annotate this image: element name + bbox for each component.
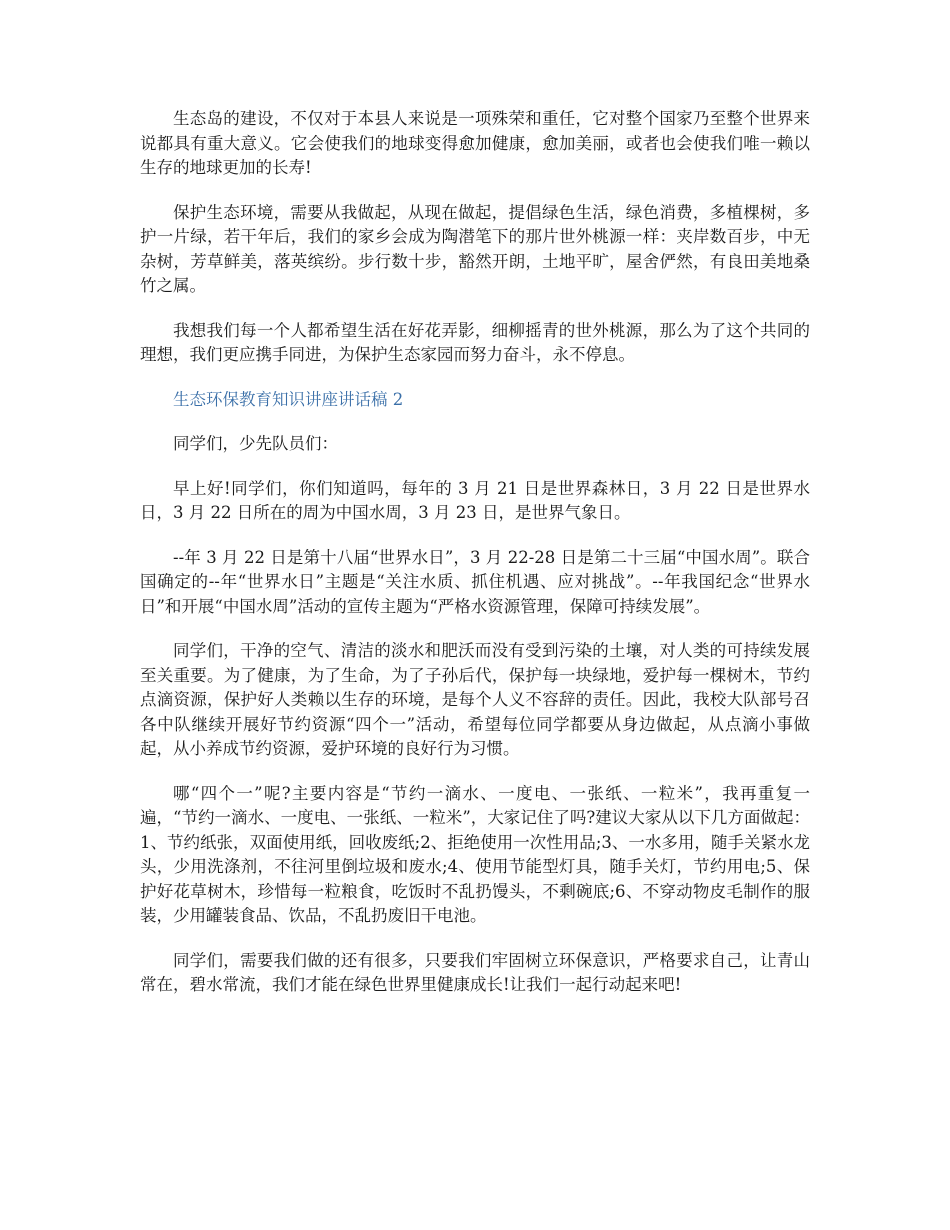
paragraph-protect-environment: 保护生态环境，需要从我做起，从现在做起，提倡绿色生活，绿色消费，多植棵树，多护一片绿，若干年后，我们的家乡会成为陶潜笔下的那片世外桃源一样：夹岸数百步，中无杂树，芳草鲜美，落英缤纷。步行数十步，豁然开朗，土地平旷，屋舍俨然，有良田美地桑竹之属。 (140, 202, 810, 295)
paragraph-water-day-theme: --年 3 月 22 日是第十八届“世界水日”，3 月 22-28 日是第二十三届“中国水周”。联合国确定的--年“世界水日”主题是“关注水质、抓住机遇、应对挑战”。--年我国纪念“世界水日”和开展“中国水周”活动的宣传主题为“严格水资源管理，保障可持续发展”。 (140, 547, 810, 616)
paragraph-responsibility: 同学们，干净的空气、清洁的淡水和肥沃而没有受到污染的土壤，对人类的可持续发展至关重要。为了健康，为了生命，为了子孙后代，保护每一块绿地，爱护每一棵树木，节约点滴资源，保护好人类赖以生存的环境，是每个人义不容辞的责任。因此，我校大队部号召各中队继续开展好节约资源“四个一”活动，希望每位同学都要从身边做起，从点滴小事做起，从小养成节约资源，爱护环境的良好行为习惯。 (140, 641, 810, 758)
document-body (140, 107, 810, 1018)
section-heading: 生态环保教育知识讲座讲话稿 2 (173, 389, 404, 409)
paragraph-closing: 同学们，需要我们做的还有很多，只要我们牢固树立环保意识，严格要求自己，让青山常在，碧水常流，我们才能在绿色世界里健康成长!让我们一起行动起来吧! (140, 950, 810, 994)
greeting: 同学们，少先队员们： (173, 434, 338, 453)
paragraph-eco-island: 生态岛的建设，不仅对于本县人来说是一项殊荣和重任，它对整个国家乃至整个世界来说都具有重大意义。它会使我们的地球变得愈加健康，愈加美丽，或者也会使我们唯一赖以生存的地球更加的长寿! (140, 109, 810, 177)
paragraph-world-days: 早上好!同学们，你们知道吗，每年的 3 月 21 日是世界森林日，3 月 22 日是世界水日，3 月 22 日所在的周为中国水周，3 月 23 日，是世界气象日。 (140, 478, 810, 522)
paragraph-shared-ideal: 我想我们每一个人都希望生活在好花弄影，细柳摇青的世外桃源，那么为了这个共同的理想，我们更应携手同进，为保护生态家园而努力奋斗，永不停息。 (140, 320, 810, 364)
paragraph-four-savings: 哪“四个一”呢?主要内容是“节约一滴水、一度电、一张纸、一粒米”，我再重复一遍，“节约一滴水、一度电、一张纸、一粒米”，大家记住了吗?建议大家从以下几方面做起：1、节约纸张，双面使用纸，回收废纸;2、拒绝使用一次性用品;3、一水多用，随手关紧水龙头，少用洗涤剂，不往河里倒垃圾和废水;4、使用节能型灯具，随手关灯，节约用电;5、保护好花草树木，珍惜每一粒粮食，吃饭时不乱扔馒头，不剩碗底;6、不穿动物皮毛制作的服装，少用罐装食品、饮品，不乱扔废旧干电池。 (140, 783, 810, 925)
